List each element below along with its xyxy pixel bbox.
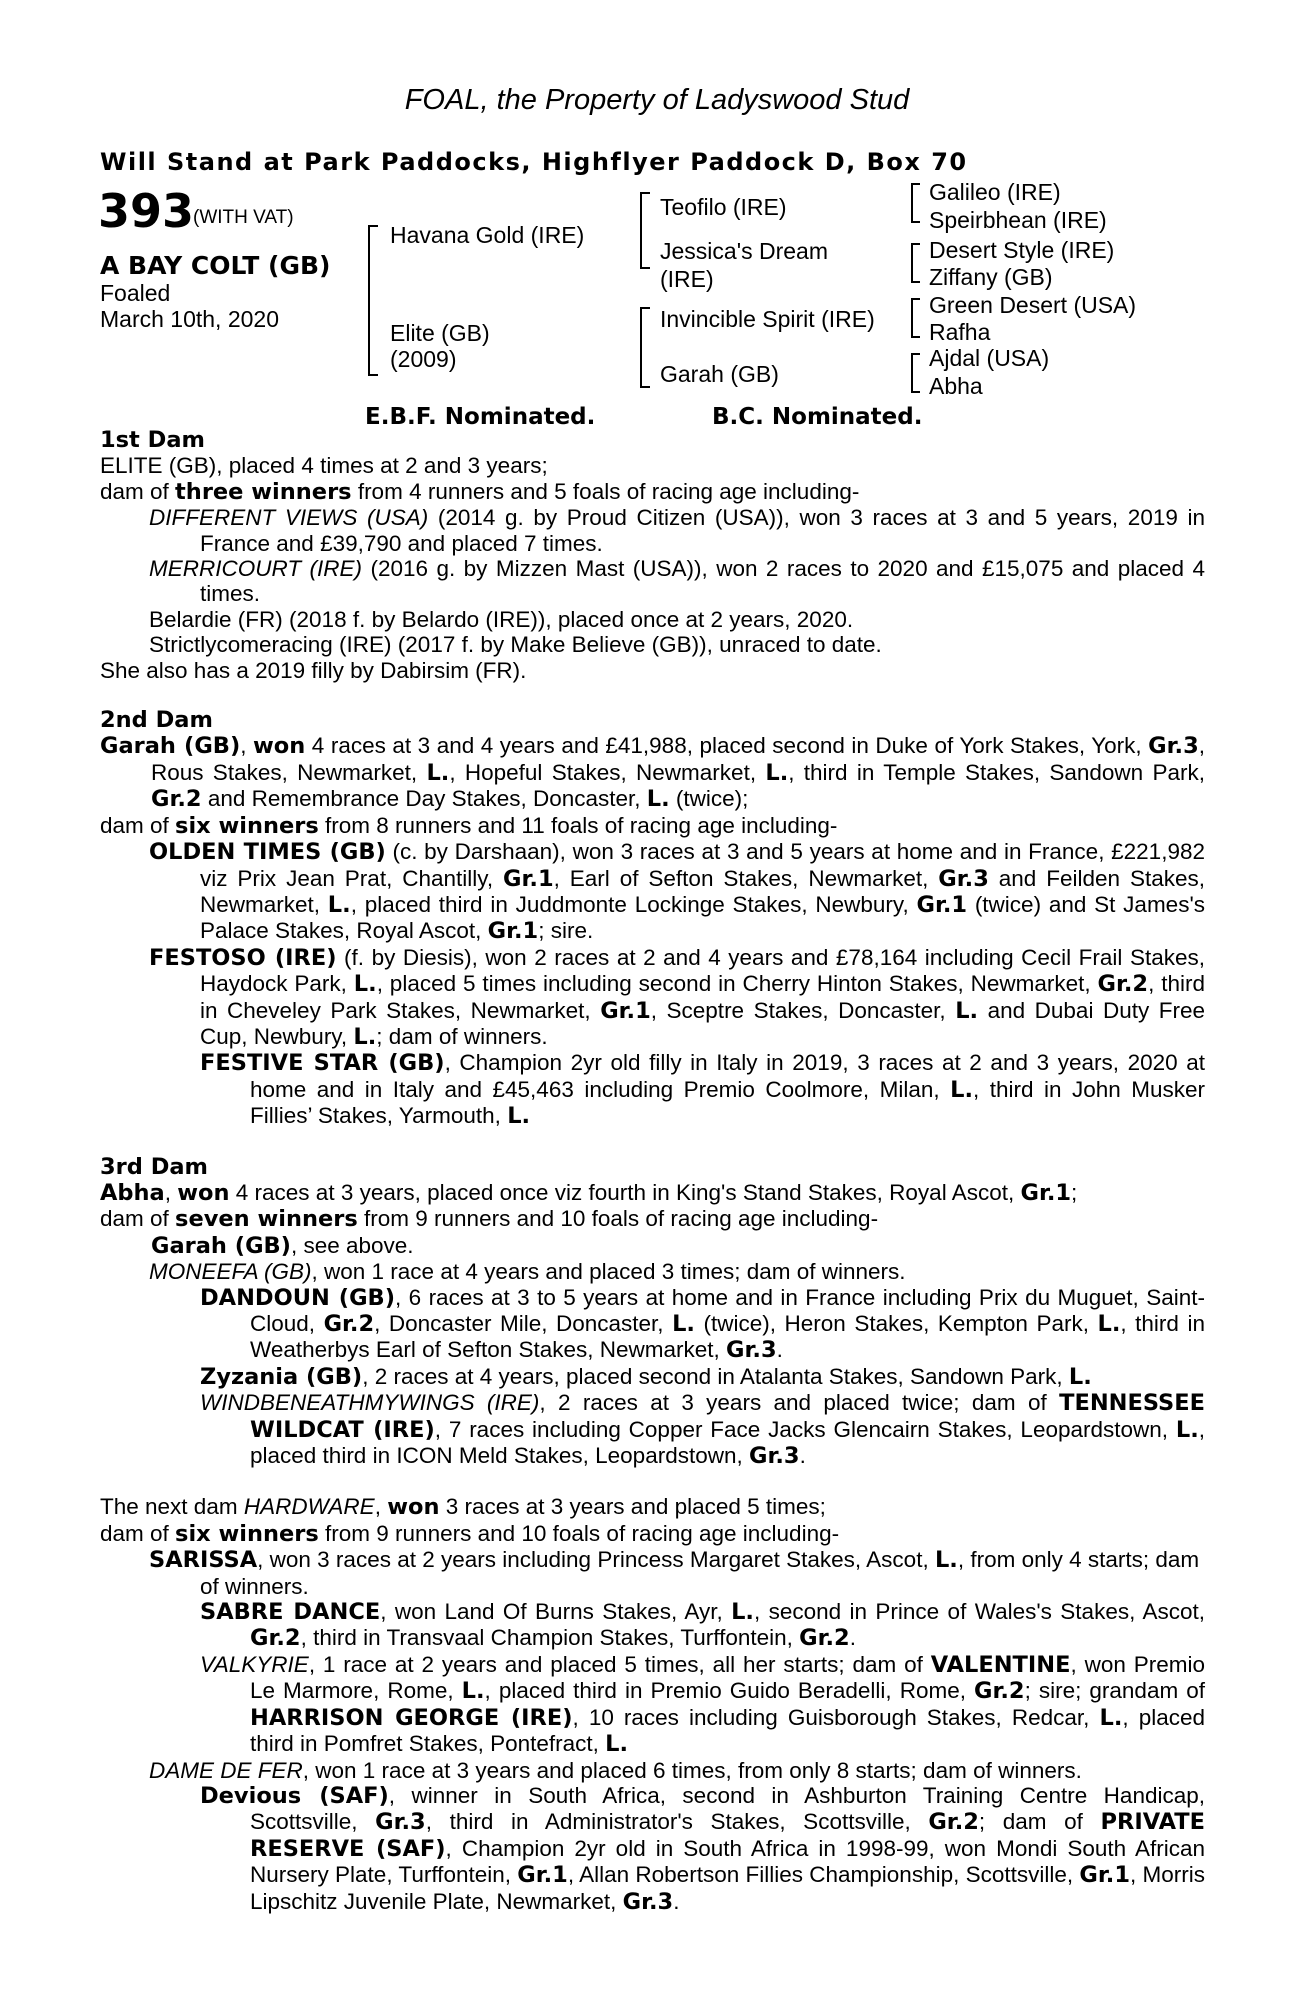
progeny-entry: DAME DE FER, won 1 race at 3 years and placed 6 times, from only 8 starts; dam of winners. [149,1757,1082,1783]
lot-description: A BAY COLT (GB) [100,251,331,280]
first-dam-produce-summary: dam of three winners from 4 runners and 5 foals of racing age including- [100,478,860,505]
progeny-entry: MERRICOURT (IRE) (2016 g. by Mizzen Mast (USA)), won 2 races to 2020 and £15,075 and placed 4 times. [149,556,1206,607]
second-dam-produce-summary: dam of six winners from 8 runners and 11 foals of racing age including- [100,812,838,839]
second-dam-heading: 2nd Dam [100,707,213,734]
progeny-entry: SABRE DANCE, won Land Of Burns Stakes, Ayr, L., second in Prince of Wales's Stakes, Ascot, Gr.2, third in Transvaal Champion Stakes, Turffontein, Gr.2. [200,1599,1205,1652]
progeny-entry: Devious (SAF), winner in South Africa, second in Ashburton Training Centre Handicap, Scottsville, Gr.3, third in Administrator's Stakes, Scottsville, Gr.2; dam of PRIVATE RESERVE (SAF), Champion 2yr old in South Africa in 1998-99, won Mondi South African Nursery Plate, Turffontein, Gr.1, Allan Robertson Fillies Championship, Scottsville, Gr.1, Morris Lipschitz Juvenile Plate, Newmarket, Gr.3. [200,1782,1205,1915]
progeny-entry: SARISSA, won 3 races at 2 years including Princess Margaret Stakes, Ascot, L., from only 4 starts; dam of winners. [149,1547,1200,1599]
third-dam-heading: 3rd Dam [100,1153,208,1180]
third-dam-summary: Abha, won 4 races at 3 years, placed once viz fourth in King's Stand Stakes, Royal Ascot, Gr.1; [100,1179,1078,1206]
dam-dam-sire: Ajdal (USA) [929,345,1050,371]
brace-3 [640,307,650,388]
vat-note: (WITH VAT) [193,207,294,228]
first-dam-summary: ELITE (GB), placed 4 times at 2 and 3 years; [100,453,548,479]
sire-sire-sire: Galileo (IRE) [929,179,1061,205]
dam-year: (2009) [390,346,457,372]
progeny-entry: Zyzania (GB), 2 races at 4 years, placed second in Atalanta Stakes, Sandown Park, L. [200,1363,1092,1390]
sire-dam-dam: Ziffany (GB) [929,264,1053,290]
sire-sire: Teofilo (IRE) [660,194,787,220]
brace-4 [911,183,920,223]
progeny-entry: Belardie (FR) (2018 f. by Belardo (IRE)), placed once at 2 years, 2020. [149,606,854,632]
dam-sire-sire: Green Desert (USA) [929,292,1137,318]
dam-dam-dam: Abha [929,373,983,399]
progeny-entry: OLDEN TIMES (GB) (c. by Darshaan), won 3 races at 3 and 5 years at home and in France, £221,982 viz Prix Jean Prat, Chantilly, Gr.1, Earl of Sefton Stakes, Newmarket, Gr.3 and Feilden Stakes, Newmarket, L., placed third in Juddmonte Lockinge Stakes, Newbury, Gr.1 (twice) and St James's Palace Stakes, Royal Ascot, Gr.1; sire. [149,839,1205,945]
dam: Elite (GB) [390,320,490,346]
bc-nominated: B.C. Nominated. [712,404,923,430]
sire-sire-dam: Speirbhean (IRE) [929,207,1107,233]
sire: Havana Gold (IRE) [390,222,585,248]
dam-sire: Invincible Spirit (IRE) [660,306,875,332]
ebf-nominated: E.B.F. Nominated. [365,404,596,430]
sire-dam: Jessica's Dream [660,238,828,264]
progeny-entry: VALKYRIE, 1 race at 2 years and placed 5 times, all her starts; dam of VALENTINE, won Premio Le Marmore, Rome, L., placed third in Premio Guido Beradelli, Rome, Gr.2; sire; grandam of HARRISON GEORGE (IRE), 10 races including Guisborough Stakes, Redcar, L., placed third in Pomfret Stakes, Pontefract, L. [200,1651,1205,1758]
progeny-entry: MONEEFA (GB), won 1 race at 4 years and placed 3 times; dam of winners. [149,1259,906,1285]
page-title: FOAL, the Property of Ladyswood Stud [404,84,910,116]
progeny-entry: DIFFERENT VIEWS (USA) (2014 g. by Proud Citizen (USA)), won 3 races at 3 and 5 years, 2019 in France and £39,790 and placed 7 times. [149,505,1205,556]
dam-dam: Garah (GB) [660,361,779,387]
progeny-entry: FESTIVE STAR (GB), Champion 2yr old filly in Italy in 2019, 3 races at 2 and 3 years, 2020 at home and in Italy and £45,463 including Premio Coolmore, Milan, L., third in John Musker Fillies’ Stakes, Yarmouth, L. [200,1050,1206,1130]
produce-record [100,428,1205,1915]
progeny-entry: Strictlycomeracing (IRE) (2017 f. by Make Believe (GB)), unraced to date. [149,632,882,658]
second-dam-summary: Garah (GB), won 4 races at 3 and 4 years and £41,988, placed second in Duke of York Stakes, York, Gr.3, Rous Stakes, Newmarket, L., Hopeful Stakes, Newmarket, L., third in Temple Stakes, Sandown Park, Gr.2 and Remembrance Day Stakes, Doncaster, L. (twice); [100,733,1205,813]
brace-6 [911,298,920,338]
progeny-entry: DANDOUN (GB), 6 races at 3 to 5 years at home and in France including Prix du Muguet, Saint-Cloud, Gr.2, Doncaster Mile, Doncaster, L. (twice), Heron Stakes, Kempton Park, L., third in Weatherbys Earl of Sefton Stakes, Newmarket, Gr.3. [200,1284,1205,1364]
dam-sire-dam: Rafha [929,319,991,345]
foaled-label: Foaled [100,280,171,306]
progeny-entry: FESTOSO (IRE) (f. by Diesis), won 2 races at 2 and 4 years and £78,164 including Cecil Frail Stakes, Haydock Park, L., placed 5 times including second in Cherry Hinton Stakes, Newmarket, Gr.2, third in Cheveley Park Stakes, Newmarket, Gr.1, Sceptre Stakes, Doncaster, L. and Dubai Duty Free Cup, Newbury, L.; dam of winners. [149,944,1205,1050]
brace-2 [640,192,650,269]
brace-5 [911,243,920,283]
brace-7 [911,353,920,393]
foaled-date: March 10th, 2020 [100,306,280,332]
progeny-entry: WINDBENEATHMYWINGS (IRE), 2 races at 3 years and placed twice; dam of TENNESSEE WILDCAT (IRE), 7 races including Copper Face Jacks Glencairn Stakes, Leopardstown, L., placed third in ICON Meld Stakes, Leopardstown, Gr.3. [200,1390,1206,1470]
progeny-entry: Garah (GB), see above. [151,1232,414,1259]
next-dam-summary: The next dam HARDWARE, won 3 races at 3 years and placed 5 times; [100,1494,826,1521]
first-dam-note: She also has a 2019 filly by Dabirsim (FR). [100,657,527,683]
lot-number: 393 [98,184,195,238]
brace-1 [368,225,378,376]
sire-dam-sire: Desert Style (IRE) [929,237,1115,263]
stand-location: Will Stand at Park Paddocks, Highflyer Paddock D, Box 70 [100,148,968,176]
third-dam-produce-summary: dam of seven winners from 9 runners and 10 foals of racing age including- [100,1206,879,1233]
first-dam-heading: 1st Dam [100,427,205,453]
sire-dam-country: (IRE) [660,266,714,292]
next-dam-produce-summary: dam of six winners from 9 runners and 10 foals of racing age including- [100,1520,840,1547]
